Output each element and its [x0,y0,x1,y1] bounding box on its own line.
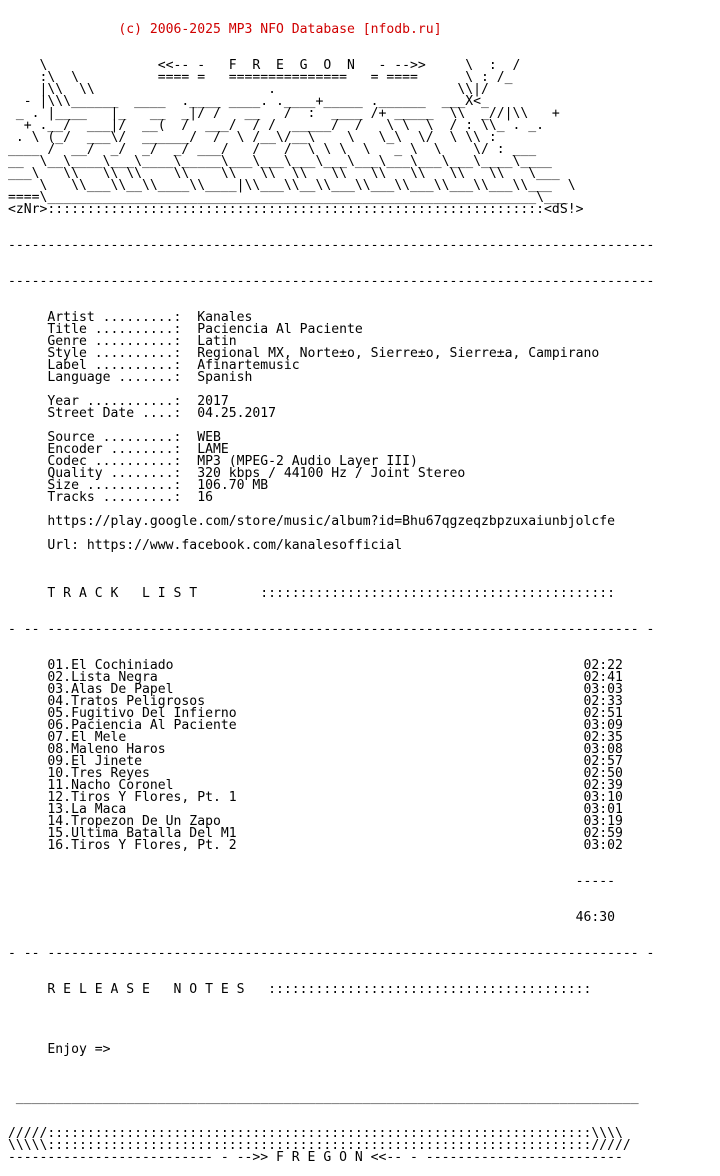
track-row: 02.Lista Negra 02:41 [8,670,623,685]
track-row: 04.Tratos Peligrosos 02:33 [8,694,623,709]
info-line: Tracks .........: 16 [8,490,213,505]
track-row: 09.El Jinete 02:57 [8,754,623,769]
release-info [8,312,654,564]
footer-line: -------------------------- - -->> F R E G O N <<-- - ------------------------- [8,1150,623,1165]
info-line: Year ...........: 2017 [8,394,229,409]
banner-line: - |\\\______ ____ .____ ____. .____+_____ .______ ___X<_ [8,94,489,109]
info-line [8,552,654,564]
track-row: 10.Tres Reyes 02:50 [8,766,623,781]
banner-line: ___\ \\ \\ \\ \\ \\ \\ \\ \\ \\ \\ \\ \\ \___ [8,166,560,181]
info-line: Label ..........: Afinartemusic [8,358,300,373]
section-rule: - -- --------------------------------------------------------------------------- - [8,622,655,637]
track-row: 07.El Mele 02:35 [8,730,623,745]
banner-line: \ \\___\\__\\____\\____|\\___\\__\\___\\___\\___\\___\\___\\___ \ [8,178,576,193]
track-row: 13.La Maca 03:01 [8,802,623,817]
info-line: Size ...........: 106.70 MB [8,478,269,493]
info-line: https://play.google.com/store/music/album?id=Bhu67qgzeqzbpzuxaiunbjolcfe [8,514,615,529]
banner-line: . \ (_/ ___\/ ______/ / \ /__\/__\ \ \_\ \/ \ \\ : [8,130,497,145]
copyright-header: (c) 2006-2025 MP3 NFO Database [nfodb.ru] [8,22,442,37]
nfo-document [8,0,654,1176]
release-notes [8,1020,654,1068]
footer-line: /////:::::::::::::::::::::::::::::::::::::::::::::::::::::::::::::::::::::\\\\ [8,1126,623,1141]
banner-line: ====\______________________________________________________________\___ [8,190,568,205]
info-line: Url: https://www.facebook.com/kanalesofficial [8,538,403,553]
info-line: Style ..........: Regional MX, Norte±o, Sierre±o, Sierre±a, Campirano [8,346,600,361]
track-list [8,660,654,852]
banner-line: + .__/ ___|/ __( / ___/ / / _____/ / \ \ \ / : \\_ . _. [8,118,545,133]
total-time: 46:30 [8,910,615,925]
banner-line: |\\ \\ . \\|/ [8,82,489,97]
track-row: 01.El Cochiniado 02:22 [8,658,623,673]
section-rule-2: - -- --------------------------------------------------------------------------- - [8,946,655,961]
info-line: Street Date ....: 04.25.2017 [8,406,277,421]
release-notes-header: R E L E A S E N O T E S ::::::::::::::::::::::::::::::::::::::::: [8,982,592,997]
tracklist-header: T R A C K L I S T ::::::::::::::::::::::::::::::::::::::::::::: [8,586,615,601]
track-row: 16.Tiros Y Flores, Pt. 2 03:02 [8,838,623,853]
separator-rule-2: ---------------------------------------------------------------------------------- [8,274,655,289]
info-line: Artist .........: Kanales [8,310,253,325]
info-line: Source .........: WEB [8,430,221,445]
info-line: Genre ..........: Latin [8,334,237,349]
notes-line [8,1056,654,1068]
info-line: Codec ..........: MP3 (MPEG-2 Audio Layer III) [8,454,418,469]
track-row: 14.Tropezon De Un Zapo 03:19 [8,814,623,829]
track-row: 08.Maleno Haros 03:08 [8,742,623,757]
track-row: 05.Fugitivo Del Infierno 02:51 [8,706,623,721]
track-row: 15.Ultima Batalla Del M1 02:59 [8,826,623,841]
info-line: Encoder ........: LAME [8,442,229,457]
banner-line: <zNr>:::::::::::::::::::::::::::::::::::::::::::::::::::::::::::::::<dS!> [8,202,584,217]
footer-top-rule: _______________________________________________________________________________ [8,1090,639,1105]
track-row: 03.Alas De Papel 03:03 [8,682,623,697]
info-line: Title ..........: Paciencia Al Paciente [8,322,363,337]
notes-line [8,1032,654,1044]
info-line: Quality ........: 320 kbps / 44100 Hz / Joint Stereo [8,466,466,481]
ascii-banner [8,60,654,216]
notes-line: Enjoy => [8,1042,111,1057]
track-row: 06.Paciencia Al Paciente 03:09 [8,718,623,733]
footer-line: \\\\\:::::::::::::::::::::::::::::::::::::::::::::::::::::::::::::::::::::///// [8,1138,631,1153]
banner-line: ____ / __/ _/ _/ _/ ___/ / / \ \ \ \ _ \ \ \/ : ___ [8,142,537,157]
separator-rule: ---------------------------------------------------------------------------------- [8,238,655,253]
banner-line: \ <<-- - F R E G O N - -->> \ : / [8,58,521,73]
notes-line [8,1020,654,1032]
banner-line: :\ \ ==== = =============== = ==== \ : /_ [8,70,513,85]
total-rule: ----- [8,874,615,889]
track-row: 12.Tiros Y Flores, Pt. 1 03:10 [8,790,623,805]
footer [8,1128,654,1164]
banner-line: __ \__\____\___\____\_____\___\___\___\___\___\___\___\___\____\____ [8,154,552,169]
info-line: Language .......: Spanish [8,370,253,385]
banner-line: _ . |____ |_ __ _|/ / __ / : ____ /+ _____ \\ _//|\\ + [8,106,560,121]
track-row: 11.Nacho Coronel 02:39 [8,778,623,793]
